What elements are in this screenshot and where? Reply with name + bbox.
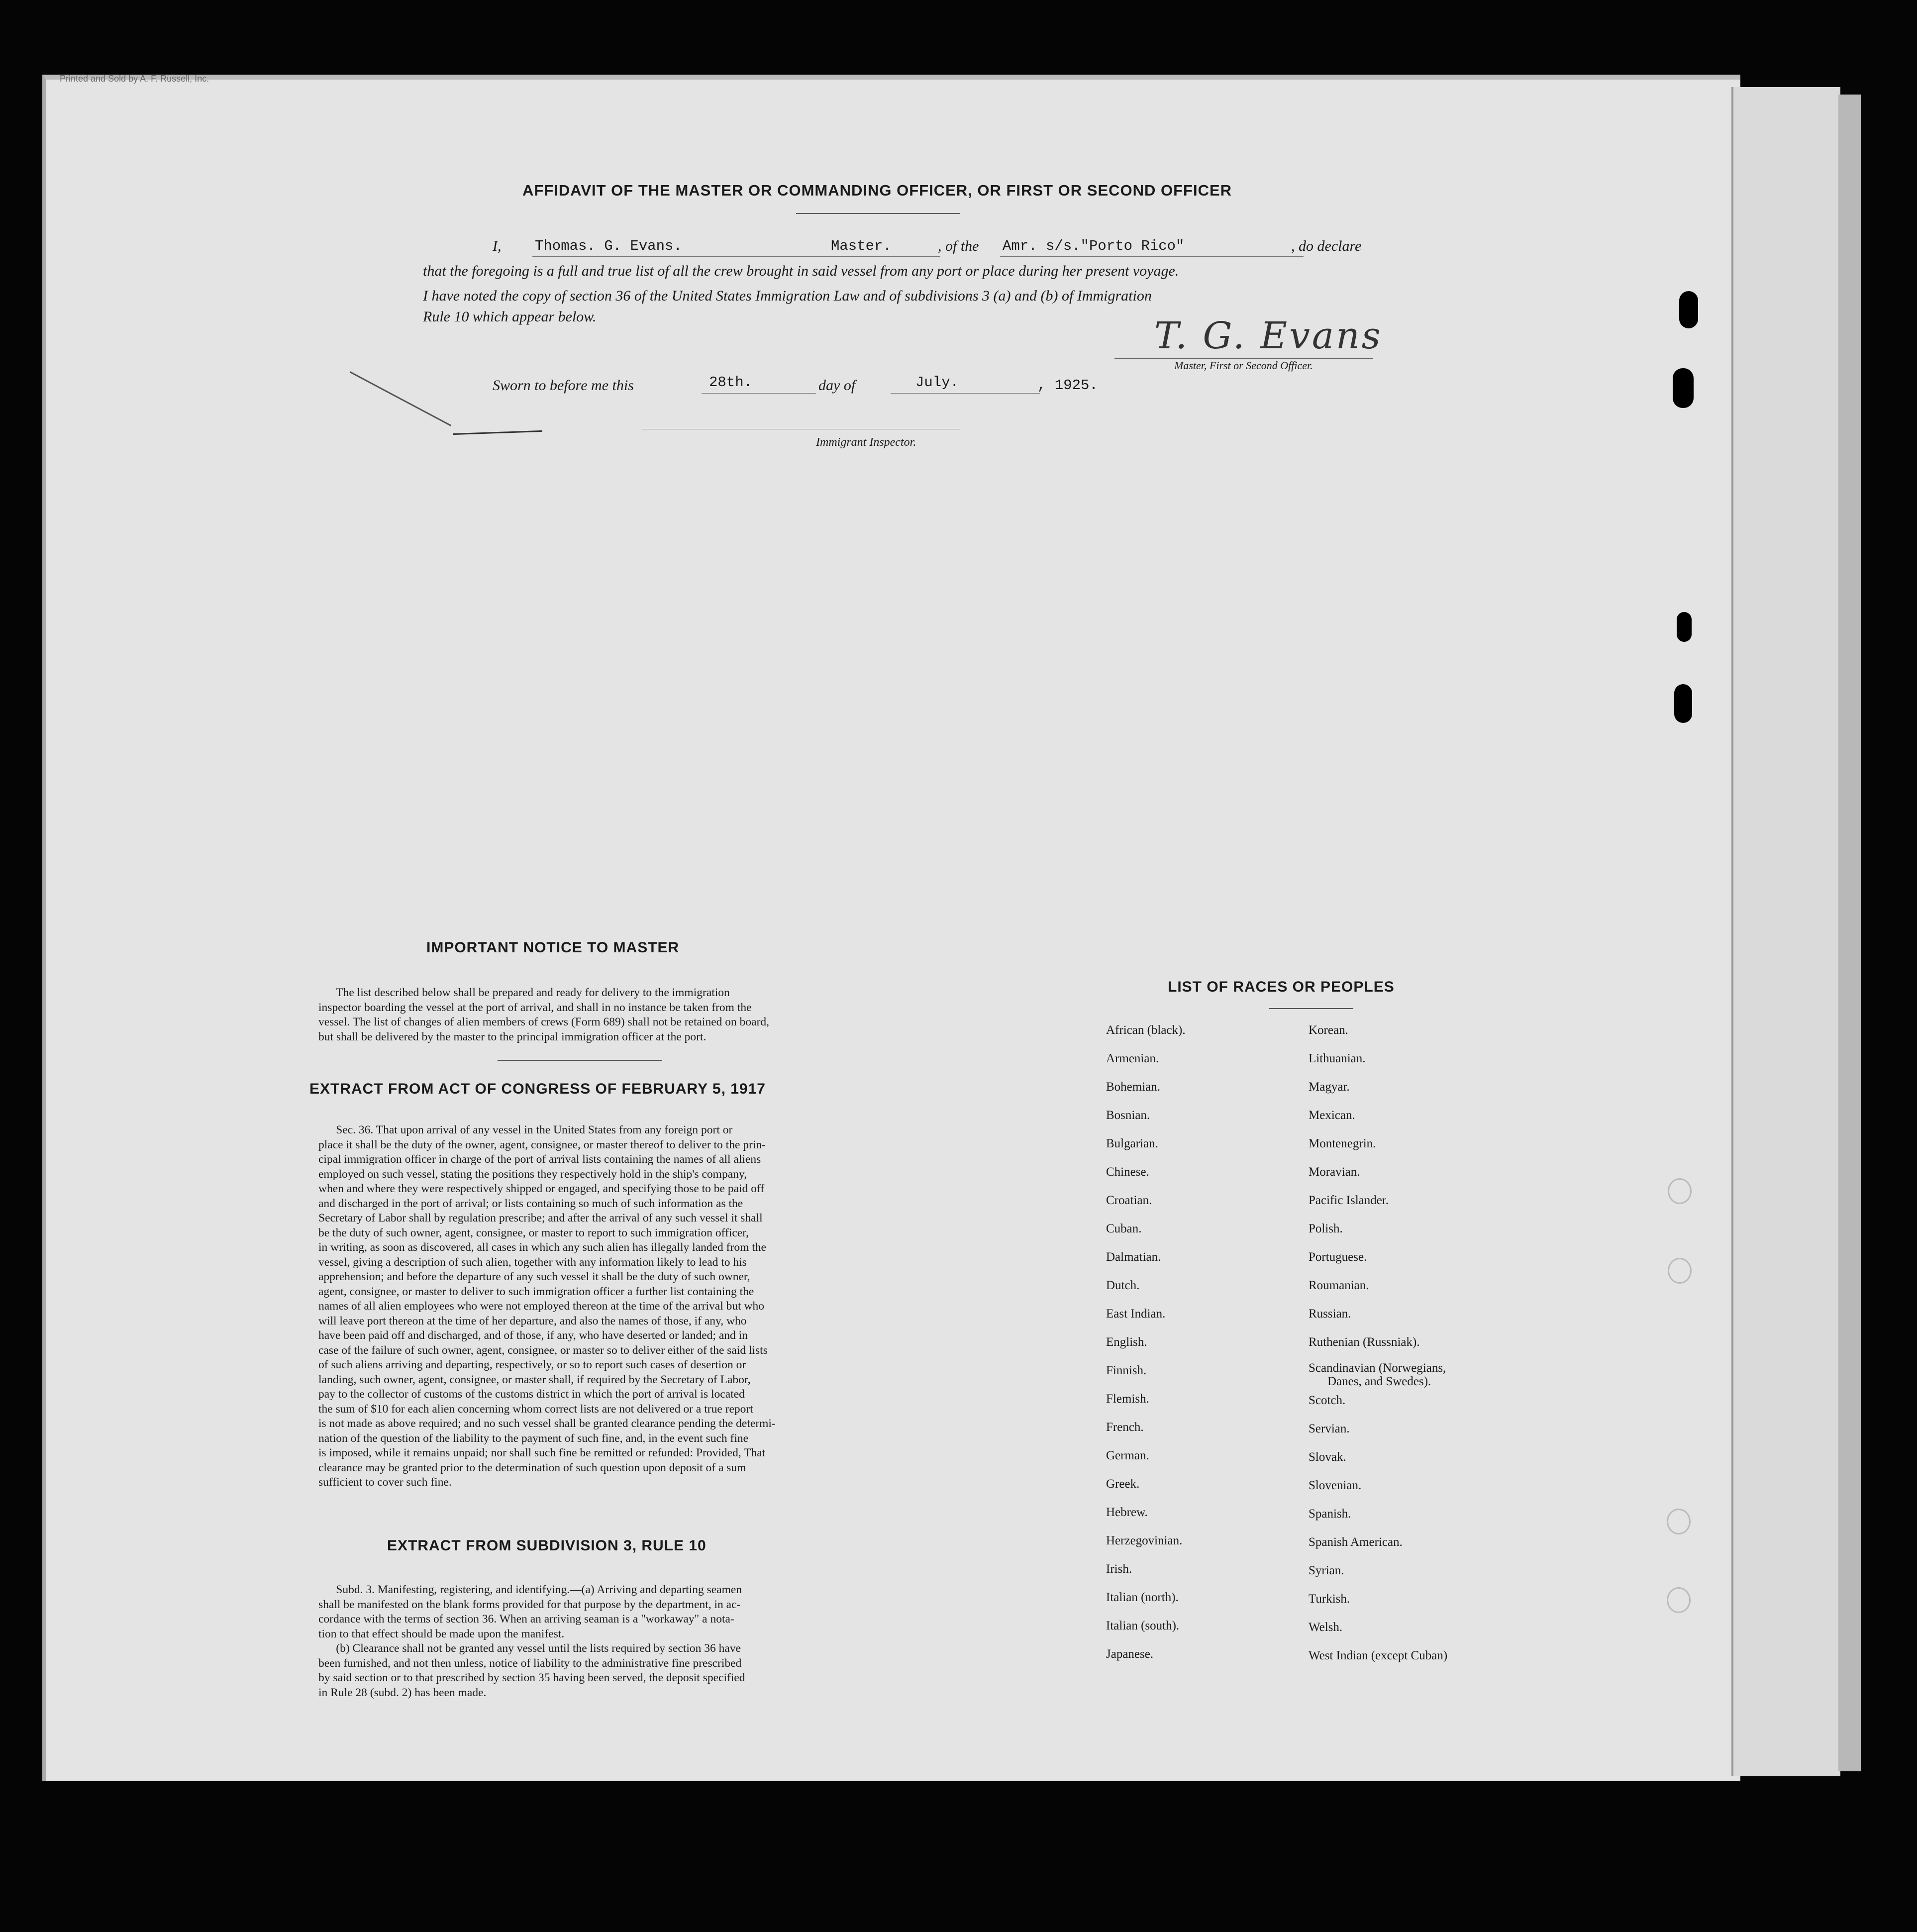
reinforcement-ring-1 — [1668, 1178, 1692, 1204]
sworn-year: , 1925. — [1037, 377, 1098, 394]
race-right-21: Welsh. — [1309, 1621, 1343, 1634]
act-line: is not made as above required; and no such vessel shall be granted clearance pending the determi- — [318, 1417, 776, 1430]
act-line: the sum of $10 for each alien concerning whom correct lists are not delivered or a true report — [318, 1402, 753, 1416]
race-left-15: German. — [1106, 1449, 1149, 1462]
race-right-1: Lithuanian. — [1309, 1052, 1366, 1065]
act-line: apprehension; and before the departure of any such vessel it shall be the duty of such owner, — [318, 1270, 750, 1283]
race-right-17: Spanish. — [1309, 1507, 1351, 1521]
sworn-day: 28th. — [709, 374, 753, 391]
sworn-label: Sworn to before me this — [493, 377, 634, 394]
race-right-15: Slovak. — [1309, 1450, 1346, 1464]
race-right-9: Roumanian. — [1309, 1279, 1369, 1292]
inspector-caption: Immigrant Inspector. — [816, 436, 916, 449]
race-right-3: Mexican. — [1309, 1109, 1355, 1122]
race-left-10: East Indian. — [1106, 1307, 1166, 1321]
rule-line: shall be manifested on the blank forms provided for that purpose by the department, in ac- — [318, 1598, 741, 1611]
act-line: sufficient to cover such fine. — [318, 1476, 452, 1489]
extract-act-title: EXTRACT FROM ACT OF CONGRESS OF FEBRUARY 5, 1917 — [309, 1081, 766, 1097]
vessel-underline — [1000, 256, 1304, 257]
master-name: Thomas. G. Evans. — [535, 238, 682, 254]
act-line: pay to the collector of customs of the customs district in which the port of arrival is located — [318, 1388, 745, 1401]
notice-title: IMPORTANT NOTICE TO MASTER — [426, 939, 680, 956]
affidavit-rule — [796, 213, 960, 214]
act-line: clearance may be granted prior to the determination of such question upon deposit of a sum — [318, 1461, 746, 1474]
notice-rule — [498, 1060, 662, 1061]
race-left-11: English. — [1106, 1335, 1147, 1349]
race-right-22: West Indian (except Cuban) — [1309, 1649, 1448, 1662]
race-left-20: Italian (north). — [1106, 1591, 1179, 1604]
act-line: in writing, as soon as discovered, all cases in which any such alien has illegally landed from the — [318, 1241, 766, 1254]
race-right-2: Magyar. — [1309, 1080, 1350, 1094]
race-left-3: Bosnian. — [1106, 1109, 1150, 1122]
act-line: Sec. 36. That upon arrival of any vessel in the United States from any foreign port or — [336, 1123, 733, 1136]
race-right-0: Korean. — [1309, 1023, 1348, 1037]
printer-note: Printed and Sold by A. F. Russell, Inc. — [60, 74, 209, 84]
name-underline — [532, 256, 940, 257]
race-left-9: Dutch. — [1106, 1279, 1140, 1292]
race-left-21: Italian (south). — [1106, 1619, 1180, 1632]
races-rule — [1269, 1008, 1353, 1009]
extract-rule-body — [318, 1583, 850, 1700]
declare-text: , do declare — [1291, 238, 1362, 254]
race-right-5: Moravian. — [1309, 1165, 1360, 1179]
sworn-month: July. — [915, 374, 959, 391]
act-line: and discharged in the port of arrival; or lists containing so much of such information as the — [318, 1197, 743, 1210]
act-line: will leave port thereon at the time of her departure, and also the names of those, if any, who — [318, 1314, 747, 1327]
notice-line: but shall be delivered by the master to the principal immigration officer at the port. — [318, 1030, 706, 1043]
binder-strip — [1731, 87, 1840, 1776]
race-left-17: Hebrew. — [1106, 1506, 1148, 1519]
race-left-18: Herzegovinian. — [1106, 1534, 1183, 1547]
act-line: be the duty of such owner, agent, consignee, or master to report to such immigration officer, — [318, 1226, 749, 1239]
race-left-19: Irish. — [1106, 1562, 1132, 1576]
reinforcement-ring-3 — [1667, 1509, 1691, 1534]
race-right-12: Scandinavian (Norwegians, — [1309, 1361, 1446, 1375]
act-line: of such aliens arriving and departing, respectively, or so to report such cases of desertion or — [318, 1358, 746, 1371]
rule-line: tion to that effect should be made upon the manifest. — [318, 1627, 565, 1640]
act-line: agent, consignee, or master to deliver to such immigration officer a further list containing the — [318, 1285, 754, 1298]
rule-line: in Rule 28 (subd. 2) has been made. — [318, 1686, 487, 1699]
race-left-13: Flemish. — [1106, 1392, 1149, 1406]
race-left-4: Bulgarian. — [1106, 1137, 1158, 1150]
race-left-1: Armenian. — [1106, 1052, 1159, 1065]
notice-line: inspector boarding the vessel at the port of arrival, and shall in no instance be taken from the — [318, 1001, 752, 1014]
affidavit-title: AFFIDAVIT OF THE MASTER OR COMMANDING OFFICER, OR FIRST OR SECOND OFFICER — [522, 182, 1232, 199]
race-left-14: French. — [1106, 1421, 1144, 1434]
extract-rule-title: EXTRACT FROM SUBDIVISION 3, RULE 10 — [387, 1537, 706, 1554]
race-right-14: Servian. — [1309, 1422, 1350, 1435]
signature-caption: Master, First or Second Officer. — [1174, 359, 1313, 372]
act-line: names of all alien employees who were not employed thereon at the time of the arrival but who — [318, 1300, 764, 1313]
races-title: LIST OF RACES OR PEOPLES — [1168, 979, 1395, 995]
race-left-2: Bohemian. — [1106, 1080, 1161, 1094]
race-left-7: Cuban. — [1106, 1222, 1142, 1235]
of-the-text: , of the — [938, 238, 979, 254]
day-of-text: day of — [818, 377, 856, 394]
race-right-16: Slovenian. — [1309, 1479, 1362, 1492]
rule-line: cordance with the terms of section 36. When an arriving seaman is a "workaway" a nota- — [318, 1613, 734, 1626]
sworn-day-underline — [702, 393, 816, 394]
affidavit-line-4: Rule 10 which appear below. — [423, 308, 597, 325]
act-line: Secretary of Labor shall by regulation prescribe; and after the arrival of any such vessel it shall — [318, 1212, 763, 1224]
act-line: case of the failure of such owner, agent, consignee, or master so to deliver either of the said lists — [318, 1343, 768, 1357]
binder-hole-1 — [1679, 291, 1698, 328]
master-rank: Master. — [831, 238, 892, 254]
race-left-12: Finnish. — [1106, 1364, 1147, 1377]
race-left-8: Dalmatian. — [1106, 1250, 1161, 1264]
affidavit-line-2: that the foregoing is a full and true list of all the crew brought in said vessel from any port or place during her present voyage. — [423, 263, 1179, 279]
notice-line: The list described below shall be prepared and ready for delivery to the immigration — [336, 986, 730, 999]
act-line: is imposed, while it remains unpaid; nor shall such fine be remitted or refunded: Provided, That — [318, 1446, 766, 1459]
notice-body — [318, 986, 850, 1044]
race-left-6: Croatian. — [1106, 1194, 1152, 1207]
race-right-6: Pacific Islander. — [1309, 1194, 1389, 1207]
race-left-5: Chinese. — [1106, 1165, 1149, 1179]
act-line: employed on such vessel, stating the positions they respectively hold in the ship's company, — [318, 1167, 747, 1181]
extract-act-body — [318, 1123, 850, 1490]
reinforcement-ring-2 — [1668, 1258, 1692, 1284]
act-line: vessel, giving a description of such alien, together with any information likely to lead to his — [318, 1255, 747, 1269]
race-right-18: Spanish American. — [1309, 1535, 1403, 1549]
act-line: nation of the question of the liability to the payment of such fine, and, in the event such fine — [318, 1431, 749, 1445]
signature-line — [1114, 358, 1373, 359]
race-right-4: Montenegrin. — [1309, 1137, 1376, 1150]
race-right-8: Portuguese. — [1309, 1250, 1367, 1264]
race-right-19: Syrian. — [1309, 1564, 1344, 1577]
notice-line: vessel. The list of changes of alien members of crews (Form 689) shall not be retained on board, — [318, 1016, 770, 1028]
affidavit-prefix: I, — [493, 238, 502, 254]
act-line: cipal immigration officer in charge of the port of arrival lists containing the names of all aliens — [318, 1153, 761, 1166]
race-right-7: Polish. — [1309, 1222, 1343, 1235]
binder-hole-3 — [1677, 612, 1692, 642]
rule-line: been furnished, and not then unless, notice of liability to the administrative fine prescribed — [318, 1656, 742, 1670]
binder-edge — [1838, 95, 1861, 1771]
act-line: have been paid off and discharged, and of those, if any, who have deserted or landed; and in — [318, 1329, 748, 1342]
binder-hole-4 — [1674, 684, 1692, 723]
race-right-11: Ruthenian (Russniak). — [1309, 1335, 1420, 1349]
race-right-12-cont: Danes, and Swedes). — [1327, 1375, 1431, 1388]
race-left-0: African (black). — [1106, 1023, 1186, 1037]
vessel-name: Amr. s/s."Porto Rico" — [1003, 238, 1185, 254]
rule-line: Subd. 3. Manifesting, registering, and identifying.—(a) Arriving and departing seamen — [336, 1583, 742, 1596]
binder-hole-2 — [1673, 368, 1694, 408]
rule-line: by said section or to that prescribed by section 35 having been served, the deposit specified — [318, 1671, 745, 1684]
rule-line: (b) Clearance shall not be granted any vessel until the lists required by section 36 have — [336, 1642, 741, 1655]
race-right-10: Russian. — [1309, 1307, 1351, 1321]
reinforcement-ring-4 — [1667, 1587, 1691, 1613]
race-right-20: Turkish. — [1309, 1592, 1350, 1606]
master-signature: T. G. Evans — [1154, 314, 1383, 357]
race-left-22: Japanese. — [1106, 1647, 1154, 1661]
affidavit-line-3: I have noted the copy of section 36 of the United States Immigration Law and of subdivisions 3 (a) and (b) of Immigration — [423, 288, 1152, 304]
act-line: landing, such owner, agent, consignee, or master shall, if required by the Secretary of Labor, — [318, 1373, 751, 1386]
act-line: place it shall be the duty of the owner, agent, consignee, or master thereof to deliver to the prin- — [318, 1138, 766, 1151]
race-left-16: Greek. — [1106, 1477, 1140, 1491]
act-line: when and where they were respectively shipped or engaged, and specifying those to be paid off — [318, 1182, 765, 1195]
sworn-month-underline — [891, 393, 1040, 394]
document-page — [42, 75, 1740, 1781]
race-right-13: Scotch. — [1309, 1394, 1346, 1407]
